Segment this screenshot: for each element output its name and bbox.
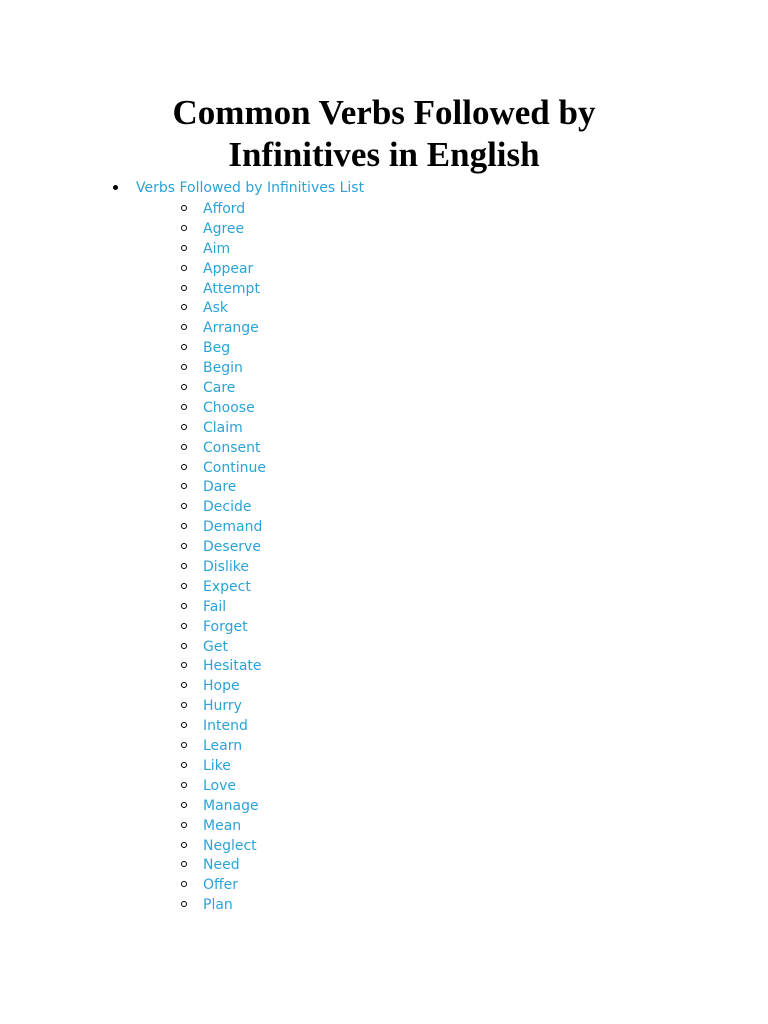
verb-link-ask[interactable]: Ask	[203, 300, 228, 317]
verb-list-item	[136, 297, 364, 317]
circle-bullet-icon	[181, 483, 187, 489]
verb-link-mean[interactable]: Mean	[203, 817, 242, 834]
circle-bullet-icon	[181, 265, 187, 271]
title-line-1: Common Verbs Followed by	[172, 93, 596, 132]
verb-link-intend[interactable]: Intend	[203, 718, 248, 735]
circle-bullet-icon	[181, 563, 187, 569]
circle-bullet-icon	[181, 722, 187, 728]
verb-link-demand[interactable]: Demand	[203, 519, 263, 536]
circle-bullet-icon	[181, 603, 187, 609]
circle-bullet-icon	[181, 424, 187, 430]
verb-link-expect[interactable]: Expect	[203, 578, 251, 595]
verb-list-item	[136, 854, 364, 874]
verb-link-dare[interactable]: Dare	[203, 479, 237, 496]
verb-list-item	[136, 476, 364, 496]
verb-list-item	[136, 377, 364, 397]
circle-bullet-icon	[181, 583, 187, 589]
verb-link-care[interactable]: Care	[203, 380, 236, 397]
contents-item	[0, 178, 364, 914]
verb-list-item	[136, 636, 364, 656]
disc-bullet-icon	[113, 185, 118, 190]
circle-bullet-icon	[181, 861, 187, 867]
verb-list-item	[136, 835, 364, 855]
circle-bullet-icon	[181, 643, 187, 649]
verb-list-item	[136, 496, 364, 516]
verb-link-hurry[interactable]: Hurry	[203, 698, 242, 715]
verb-list-item	[136, 397, 364, 417]
verb-list-item	[136, 198, 364, 218]
circle-bullet-icon	[181, 324, 187, 330]
verb-link-need[interactable]: Need	[203, 857, 240, 874]
verb-link-fail[interactable]: Fail	[203, 598, 227, 615]
verb-list-item	[136, 695, 364, 715]
verb-link-claim[interactable]: Claim	[203, 419, 243, 436]
verb-link-forget[interactable]: Forget	[203, 618, 248, 635]
circle-bullet-icon	[181, 543, 187, 549]
verb-list-item	[136, 516, 364, 536]
verb-link-arrange[interactable]: Arrange	[203, 320, 259, 337]
circle-bullet-icon	[181, 364, 187, 370]
verb-list-item	[136, 755, 364, 775]
verb-list-item	[136, 536, 364, 556]
verb-link-afford[interactable]: Afford	[203, 201, 246, 217]
verb-list-item	[136, 576, 364, 596]
section-link-verbs-list[interactable]: Verbs Followed by Infinitives List	[136, 180, 365, 196]
verb-list-item	[136, 616, 364, 636]
verb-list-item	[136, 238, 364, 258]
circle-bullet-icon	[181, 623, 187, 629]
circle-bullet-icon	[181, 901, 187, 907]
verb-link-dislike[interactable]: Dislike	[203, 559, 249, 576]
circle-bullet-icon	[181, 444, 187, 450]
verb-list-item	[136, 596, 364, 616]
verb-list-item	[136, 457, 364, 477]
circle-bullet-icon	[181, 842, 187, 848]
circle-bullet-icon	[181, 682, 187, 688]
circle-bullet-icon	[181, 662, 187, 668]
circle-bullet-icon	[181, 742, 187, 748]
verb-list-item	[136, 556, 364, 576]
circle-bullet-icon	[181, 802, 187, 808]
circle-bullet-icon	[181, 245, 187, 251]
circle-bullet-icon	[181, 404, 187, 410]
verb-link-attempt[interactable]: Attempt	[203, 280, 260, 297]
verb-list-item	[136, 278, 364, 298]
circle-bullet-icon	[181, 782, 187, 788]
verb-link-love[interactable]: Love	[203, 777, 237, 794]
verb-link-aim[interactable]: Aim	[203, 240, 231, 257]
verb-list	[136, 198, 364, 914]
verb-link-decide[interactable]: Decide	[203, 499, 252, 516]
verb-list-item	[136, 437, 364, 457]
circle-bullet-icon	[181, 384, 187, 390]
verb-link-hope[interactable]: Hope	[203, 678, 240, 695]
verb-link-offer[interactable]: Offer	[203, 877, 239, 894]
circle-bullet-icon	[181, 523, 187, 529]
circle-bullet-icon	[181, 304, 187, 310]
title-line-2: Infinitives in English	[228, 135, 540, 174]
verb-list-item	[136, 894, 364, 914]
verb-link-agree[interactable]: Agree	[203, 220, 245, 237]
circle-bullet-icon	[181, 762, 187, 768]
verb-link-begin[interactable]: Begin	[203, 360, 243, 377]
verb-link-consent[interactable]: Consent	[203, 439, 261, 456]
circle-bullet-icon	[181, 702, 187, 708]
verb-link-plan[interactable]: Plan	[203, 897, 233, 914]
verb-link-continue[interactable]: Continue	[203, 459, 266, 476]
verb-list-item	[136, 675, 364, 695]
verb-list-item	[136, 815, 364, 835]
circle-bullet-icon	[181, 503, 187, 509]
verb-list-item	[136, 795, 364, 815]
circle-bullet-icon	[181, 822, 187, 828]
verb-link-appear[interactable]: Appear	[203, 260, 254, 277]
circle-bullet-icon	[181, 205, 187, 211]
verb-list-item	[136, 417, 364, 437]
verb-link-hesitate[interactable]: Hesitate	[203, 658, 262, 675]
circle-bullet-icon	[181, 344, 187, 350]
circle-bullet-icon	[181, 285, 187, 291]
verb-list-item	[136, 775, 364, 795]
verb-list-item	[136, 218, 364, 238]
verb-link-beg[interactable]: Beg	[203, 340, 231, 357]
verb-link-learn[interactable]: Learn	[203, 738, 243, 755]
verb-list-item	[136, 655, 364, 675]
contents-list	[0, 178, 364, 914]
circle-bullet-icon	[181, 464, 187, 470]
verb-link-choose[interactable]: Choose	[203, 399, 255, 416]
circle-bullet-icon	[181, 225, 187, 231]
verb-link-deserve[interactable]: Deserve	[203, 539, 261, 556]
verb-link-neglect[interactable]: Neglect	[203, 837, 257, 854]
verb-list-item	[136, 874, 364, 894]
verb-link-like[interactable]: Like	[203, 757, 231, 774]
verb-list-item	[136, 715, 364, 735]
verb-list-item	[136, 317, 364, 337]
verb-list-item	[136, 735, 364, 755]
verb-list-item	[136, 258, 364, 278]
verb-list-item	[136, 337, 364, 357]
page-title	[0, 92, 768, 176]
verb-list-item	[136, 357, 364, 377]
verb-link-get[interactable]: Get	[203, 638, 228, 655]
circle-bullet-icon	[181, 881, 187, 887]
verb-link-manage[interactable]: Manage	[203, 797, 259, 814]
